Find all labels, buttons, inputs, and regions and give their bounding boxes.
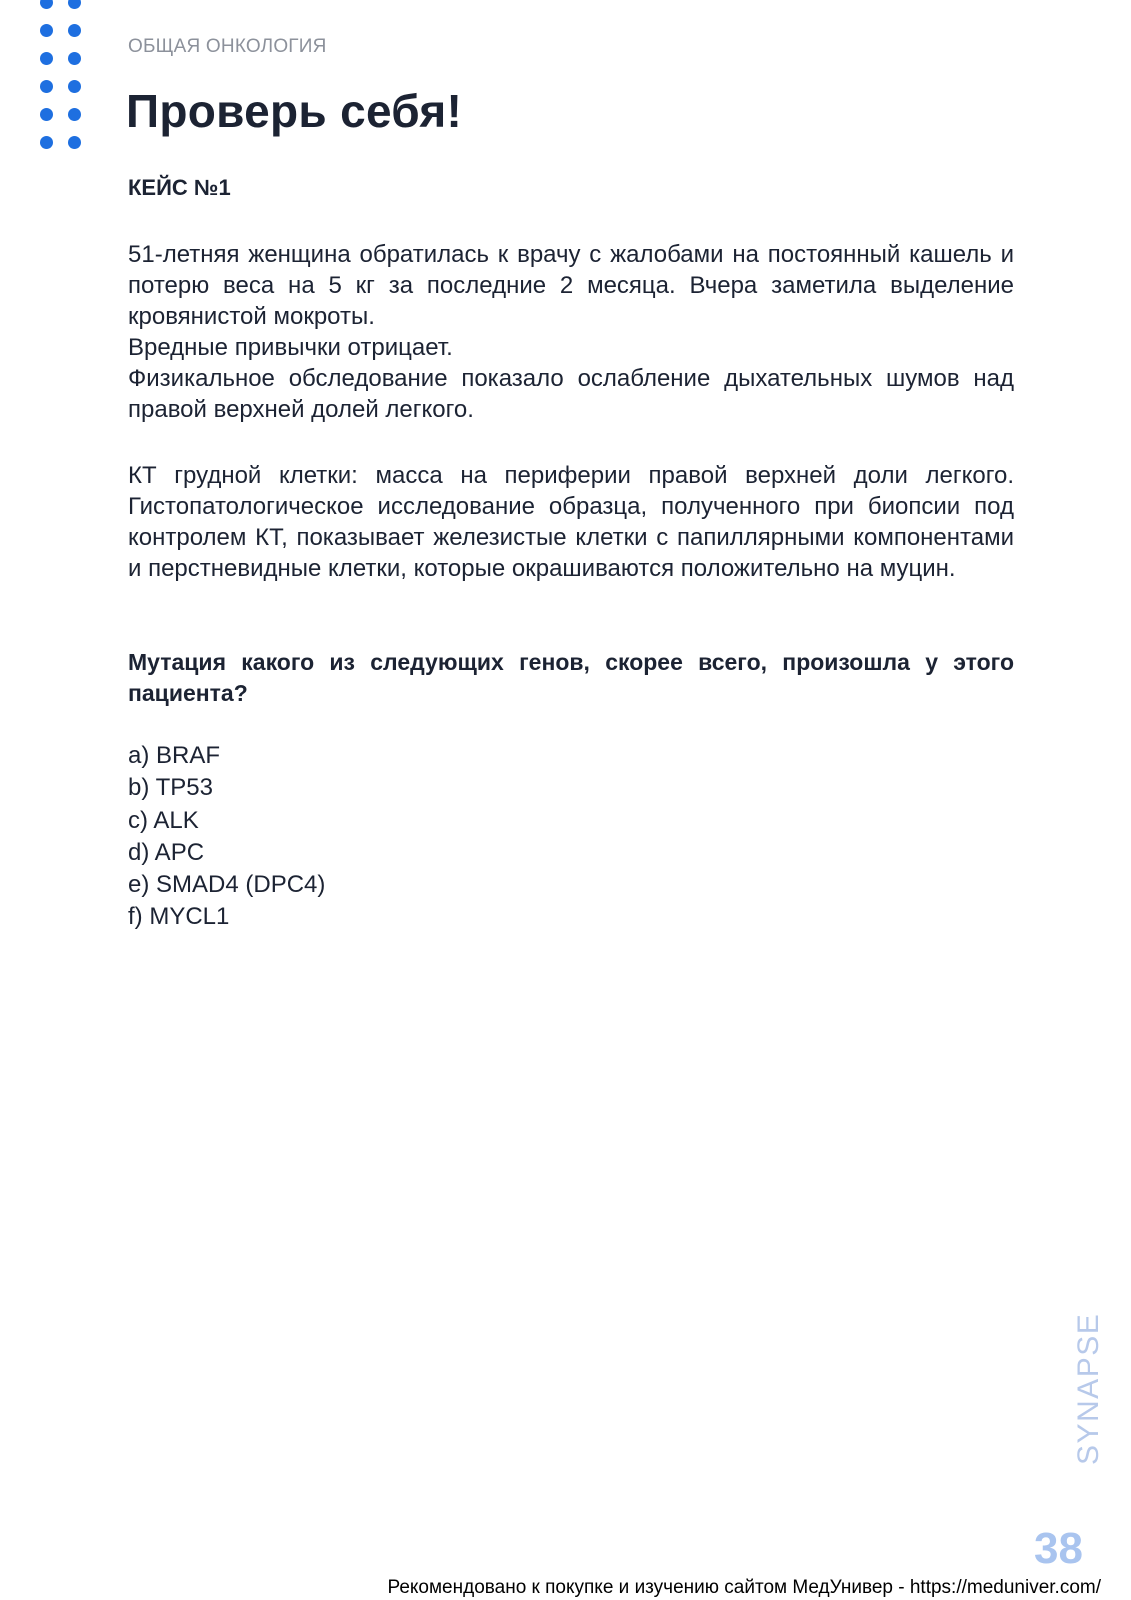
case-paragraph-complaints: 51-летняя женщина обратилась к врачу с жалобами на постоянный кашель и потерю веса на 5 кг за последние 2 месяца. Вчера заметила выделение кровянистой мокроты. [128, 241, 1014, 330]
case-paragraph-exam: Физикальное обследование показало ослабление дыхательных шумов над правой верхней долей легкого. [128, 365, 1014, 423]
case-findings [128, 460, 1014, 584]
section-label: ОБЩАЯ ОНКОЛОГИЯ [128, 36, 327, 57]
dot-icon [40, 52, 53, 65]
dot-icon [40, 0, 53, 9]
dot-icon [40, 108, 53, 121]
answer-options [128, 740, 325, 934]
dot-icon [40, 136, 53, 149]
brand-label: SYNAPSE [1072, 1312, 1105, 1465]
case-heading: КЕЙС №1 [128, 175, 231, 200]
decorative-dot-grid [40, 0, 90, 156]
dot-icon [68, 108, 81, 121]
answer-option-e: e) SMAD4 (DPC4) [128, 871, 326, 899]
answer-option-a: a) BRAF [128, 742, 221, 769]
dot-icon [40, 80, 53, 93]
dot-icon [68, 136, 81, 149]
answer-option-c: c) ALK [128, 806, 199, 834]
dot-icon [68, 0, 81, 9]
footer-note: Рекомендовано к покупке и изучению сайтом МедУнивер - https://meduniver.com/ [387, 1577, 1101, 1598]
dot-icon [68, 80, 81, 93]
dot-icon [40, 24, 53, 37]
case-paragraph-habits: Вредные привычки отрицает. [128, 334, 453, 361]
answer-option-b: b) TP53 [128, 774, 213, 802]
page-title: Проверь себя! [126, 85, 463, 137]
answer-option-f: f) MYCL1 [128, 903, 230, 931]
answer-option-d: d) APC [128, 838, 205, 866]
page-number: 38 [1034, 1524, 1083, 1573]
dot-icon [68, 24, 81, 37]
dot-icon [68, 52, 81, 65]
case-description [128, 239, 1014, 425]
case-paragraph-ct: КТ грудной клетки: масса на периферии правой верхней доли легкого. Гистопатологическое исследование образца, полученного при биопсии под контролем КТ, показывает железистые клетки с папиллярными компонентами и перстневидные клетки, которые окрашиваются положительно на муцин. [128, 462, 1014, 582]
case-question: Мутация какого из следующих генов, скорее всего, произошла у этого пациента? [128, 649, 1014, 706]
